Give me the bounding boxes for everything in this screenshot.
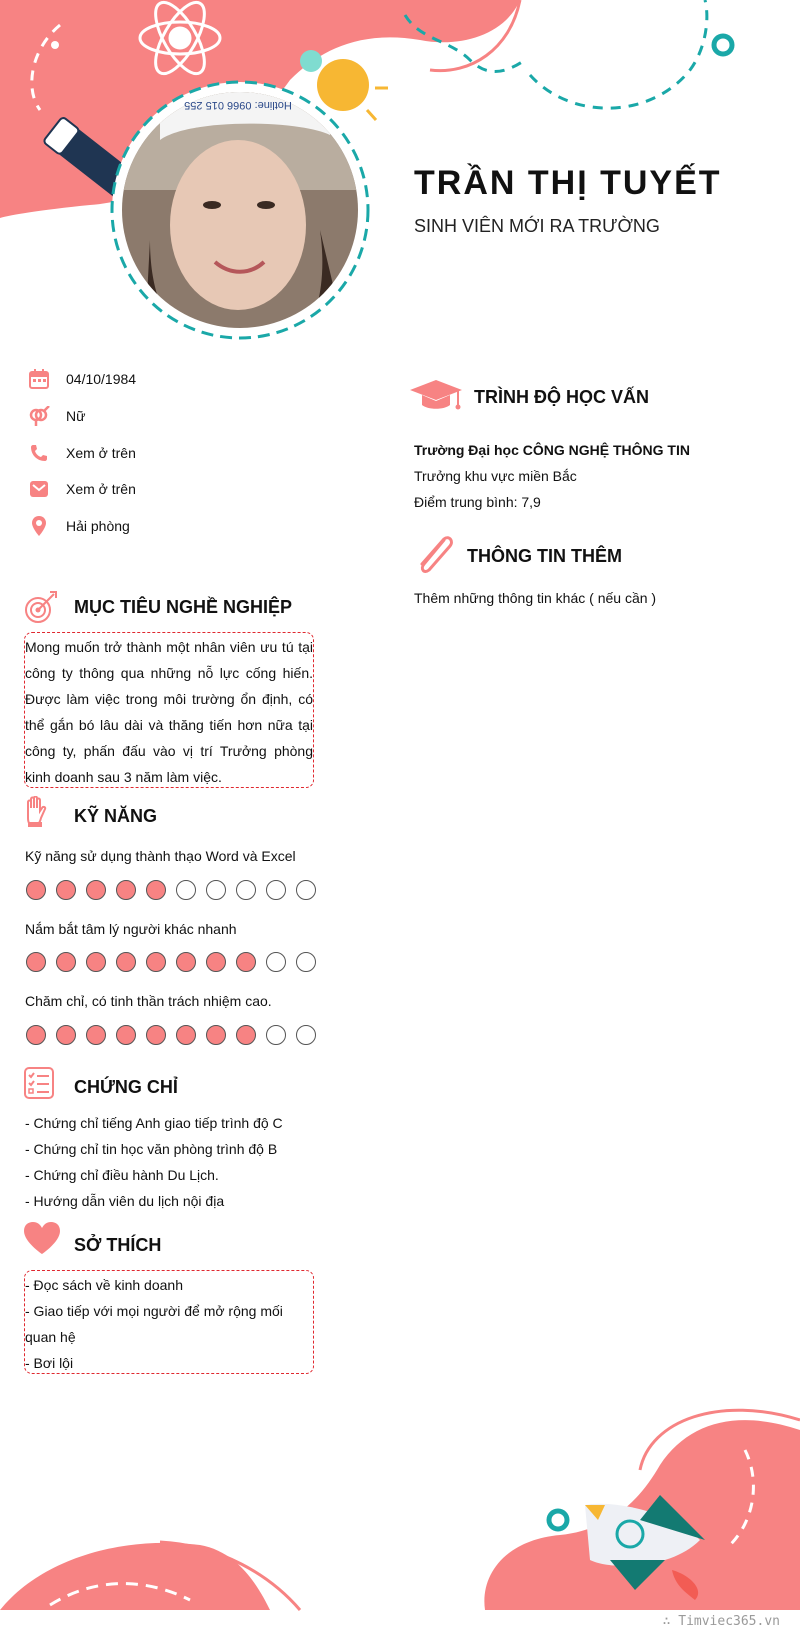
education-title: TRÌNH ĐỘ HỌC VẤN: [474, 387, 649, 407]
contact-phone: Xem ở trên: [28, 438, 136, 468]
skill-name: Nắm bắt tâm lý người khác nhanh: [25, 921, 237, 937]
rating-dot-filled: [26, 952, 46, 972]
rating-dot-empty: [266, 952, 286, 972]
rating-dot-filled: [86, 952, 106, 972]
certificate-item: - Hướng dẫn viên du lịch nội địa: [25, 1193, 225, 1209]
skill-rating: [26, 952, 316, 972]
location-icon: [28, 515, 50, 537]
skill-name: Kỹ năng sử dụng thành thạo Word và Excel: [25, 848, 296, 864]
photo-cap-text: Hotline: 0966 015 255: [184, 99, 292, 111]
certificates-title: CHỨNG CHỈ: [74, 1077, 178, 1097]
rating-dot-empty: [266, 1025, 286, 1045]
certificate-item: - Chứng chỉ tiếng Anh giao tiếp trình độ C: [25, 1115, 283, 1131]
rating-dot-filled: [56, 1025, 76, 1045]
skill-rating: [26, 880, 316, 900]
graduation-cap-icon: [410, 378, 462, 417]
rating-dot-filled: [146, 952, 166, 972]
candidate-name: TRẦN THỊ TUYẾT: [414, 164, 722, 202]
rating-dot-filled: [26, 1025, 46, 1045]
certificate-item: - Chứng chỉ tin học văn phòng trình độ B: [25, 1141, 278, 1157]
rating-dot-empty: [296, 952, 316, 972]
checklist-icon: [24, 1067, 54, 1104]
rating-dot-empty: [266, 880, 286, 900]
email-icon: [28, 478, 50, 500]
rating-dot-filled: [206, 952, 226, 972]
rating-dot-filled: [116, 1025, 136, 1045]
education-school: Trường Đại học CÔNG NGHỆ THÔNG TIN: [414, 442, 690, 458]
gender-icon: [28, 405, 50, 427]
rating-dot-empty: [206, 880, 226, 900]
hobbies-title: SỞ THÍCH: [74, 1235, 162, 1255]
hand-icon: [24, 796, 48, 833]
rating-dot-filled: [86, 880, 106, 900]
rating-dot-empty: [296, 1025, 316, 1045]
rocket-icon: [585, 1495, 705, 1600]
rating-dot-filled: [116, 880, 136, 900]
hobby-item: - Đọc sách về kinh doanh: [25, 1277, 183, 1293]
rating-dot-empty: [296, 880, 316, 900]
hobby-item: - Bơi lội: [25, 1355, 74, 1371]
rating-dot-filled: [176, 952, 196, 972]
rating-dot-filled: [26, 880, 46, 900]
paperclip-icon: [414, 532, 454, 581]
rating-dot-filled: [176, 1025, 196, 1045]
hobby-item: - Giao tiếp với mọi người để mở rộng mối quan hệ: [25, 1303, 283, 1345]
extra-text: Thêm những thông tin khác ( nếu cần ): [414, 590, 657, 606]
rating-dot-filled: [146, 1025, 166, 1045]
contact-location: Hải phòng: [28, 511, 130, 541]
rating-dot-filled: [146, 880, 166, 900]
rating-dot-filled: [56, 952, 76, 972]
rating-dot-filled: [56, 880, 76, 900]
skill-rating: [26, 1025, 316, 1045]
target-icon: [24, 590, 58, 629]
skill-name: Chăm chỉ, có tinh thần trách nhiệm cao.: [25, 993, 272, 1009]
rating-dot-filled: [206, 1025, 226, 1045]
certificate-item: - Chứng chỉ điều hành Du Lịch.: [25, 1167, 219, 1183]
phone-icon: [28, 442, 50, 464]
contact-dob: 04/10/1984: [28, 364, 136, 394]
watermark: ∴ Timviec365.vn: [662, 1614, 780, 1629]
skills-title: KỸ NĂNG: [74, 806, 158, 826]
education-gpa: Điểm trung bình: 7,9: [414, 494, 541, 510]
contact-email: Xem ở trên: [28, 474, 136, 504]
rating-dot-filled: [236, 952, 256, 972]
rating-dot-filled: [86, 1025, 106, 1045]
rating-dot-filled: [236, 1025, 256, 1045]
candidate-title: SINH VIÊN MỚI RA TRƯỜNG: [414, 216, 660, 236]
rating-dot-empty: [236, 880, 256, 900]
education-position: Trưởng khu vực miền Bắc: [414, 468, 577, 484]
objective-text: Mong muốn trở thành một nhân viên ưu tú tại công ty thông qua những nỗ lực cống hiến. Được làm việc trong môi trường ổn định, có thể gắn bó lâu dài và thăng tiến hơn nữa tại công ty, phấn đấu vào vị trí Trưởng phòng kinh doanh sau 3 năm làm việc.: [25, 639, 313, 785]
objective-title: MỤC TIÊU NGHỀ NGHIỆP: [74, 597, 293, 617]
contact-gender: Nữ: [28, 401, 85, 431]
extra-title: THÔNG TIN THÊM: [467, 546, 622, 566]
calendar-icon: [28, 368, 50, 390]
rating-dot-filled: [116, 952, 136, 972]
heart-icon: [24, 1222, 60, 1259]
rating-dot-empty: [176, 880, 196, 900]
